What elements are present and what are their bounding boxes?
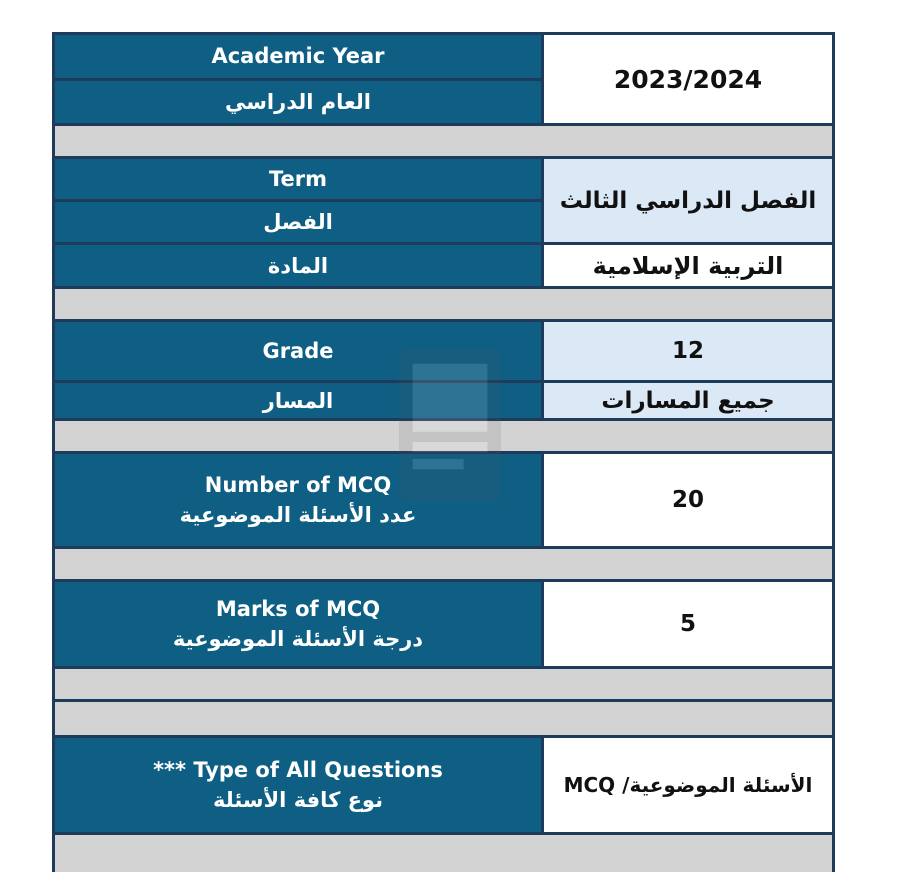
grade-value: 12: [671, 338, 704, 364]
academic-year-label-en: Academic Year: [211, 44, 385, 69]
mcq-marks-label-ar: درجة الأسئلة الموضوعية: [172, 627, 424, 651]
mcq-marks-value-cell: [544, 582, 832, 666]
question-type-label-ar: نوع كافة الأسئلة: [213, 788, 383, 812]
term-value: الفصل الدراسي الثالث: [559, 187, 817, 214]
grade-label-cell: [55, 322, 544, 380]
term-row: [55, 159, 832, 242]
separator-row: [55, 286, 832, 322]
mcq-count-label-ar: عدد الأسئلة الموضوعية: [179, 503, 417, 527]
separator-row: [55, 418, 832, 454]
mcq-count-value: 20: [671, 487, 704, 513]
grade-value-cell: [544, 322, 832, 380]
question-type-value-cell: [544, 738, 832, 832]
question-type-value: الأسئلة الموضوعية/ MCQ: [563, 773, 813, 797]
mcq-count-label-en: Number of MCQ: [204, 473, 392, 497]
term-label-cell: [55, 159, 544, 242]
grade-row: [55, 322, 832, 380]
subject-value: التربية الإسلامية: [592, 251, 784, 280]
academic-year-row: [55, 35, 832, 123]
academic-year-value-cell: [544, 35, 832, 123]
term-value-cell: [544, 159, 832, 242]
mcq-count-row: [55, 454, 832, 546]
track-label-cell: [55, 383, 544, 418]
mcq-marks-value: 5: [679, 611, 696, 637]
subject-row: [55, 242, 832, 286]
separator-row: [55, 546, 832, 582]
mcq-count-value-cell: [544, 454, 832, 546]
mcq-marks-label-en: Marks of MCQ: [215, 597, 381, 621]
academic-year-label-cell: [55, 35, 544, 123]
subject-label-ar: المادة: [267, 253, 329, 278]
mcq-marks-row: [55, 582, 832, 666]
separator-row: [55, 832, 832, 872]
track-row: [55, 380, 832, 418]
track-label-ar: المسار: [262, 388, 334, 413]
track-value: جميع المسارات: [601, 387, 775, 414]
separator-row: [55, 666, 832, 702]
subject-value-cell: [544, 245, 832, 286]
track-value-cell: [544, 383, 832, 418]
separator-row: [55, 702, 832, 738]
question-type-label-cell: [55, 738, 544, 832]
subject-label-cell: [55, 245, 544, 286]
mcq-count-label-cell: [55, 454, 544, 546]
mcq-marks-label-cell: [55, 582, 544, 666]
exam-info-table: [52, 32, 835, 872]
question-type-row: [55, 738, 832, 832]
term-label-en: Term: [268, 167, 328, 191]
separator-row: [55, 123, 832, 159]
grade-label-en: Grade: [262, 339, 334, 363]
academic-year-label-ar: العام الدراسي: [55, 78, 541, 124]
academic-year-value: 2023/2024: [613, 64, 763, 94]
question-type-label-en: *** Type of All Questions: [153, 758, 443, 782]
term-label-ar: الفصل: [55, 199, 541, 242]
